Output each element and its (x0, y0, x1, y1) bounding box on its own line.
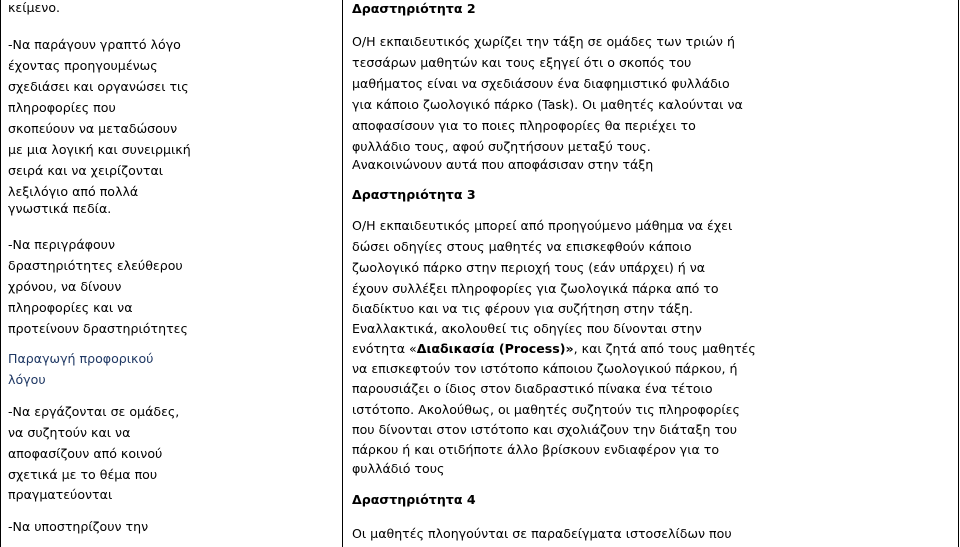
text-fragment: , και ζητά από τους μαθητές (573, 341, 756, 356)
activity-4-title: Δραστηριότητα 4 (352, 492, 476, 507)
text-line: Εναλλακτικά, ακολουθεί τις οδηγίες που δίνονται στην (352, 321, 702, 336)
text-line: παρουσιάζει ο ίδιος στον διαδραστικό πίνακα ένα τέτοιο (352, 381, 713, 396)
section-heading-oral-production-cont: λόγου (8, 372, 46, 387)
text-line: Ο/Η εκπαιδευτικός χωρίζει την τάξη σε ομάδες των τριών ή (352, 34, 735, 49)
text-line: γνωστικά πεδία. (8, 201, 112, 216)
text-line: έχοντας προηγουμένως (8, 58, 158, 73)
text-fragment: ενότητα « (352, 341, 417, 356)
text-line: πληροφορίες που (8, 100, 116, 115)
activity-2-title: Δραστηριότητα 2 (352, 1, 476, 16)
text-line: αποφασίσουν για το ποιες πληροφορίες θα περιέχει το (352, 118, 696, 133)
text-line: αποφασίζουν από κοινού (8, 446, 163, 461)
text-line: πληροφορίες και να (8, 300, 133, 315)
text-line: Ανακοινώνουν αυτά που αποφάσισαν στην τάξη (352, 157, 654, 172)
text-line: σκοπεύουν να μεταδώσουν (8, 121, 178, 136)
text-line: ζωολογικό πάρκο στην περιοχή τους (εάν υπάρχει) ή να (352, 260, 706, 275)
text-line: -Να παράγουν γραπτό λόγο (8, 37, 181, 52)
text-line: σχεδιάσει και οργανώσει τις (8, 79, 189, 94)
activity-3-title: Δραστηριότητα 3 (352, 187, 476, 202)
text-line: λεξιλόγιο από πολλά (8, 184, 139, 199)
text-line: Οι μαθητές πλοηγούνται σε παραδείγματα ιστοσελίδων που (352, 526, 732, 541)
table-border-right (958, 0, 959, 547)
text-line: μαθήματος είναι να σχεδιάσουν ένα διαφημιστικό φυλλάδιο (352, 76, 730, 91)
text-line: ιστότοπο. Ακολούθως, οι μαθητές συζητούν τις πληροφορίες (352, 402, 740, 417)
text-line: για κάποιο ζωολογικό πάρκο (Task). Οι μαθητές καλούνται να (352, 97, 743, 112)
text-line: σχετικά με το θέμα που (8, 467, 158, 482)
text-line: δώσει οδηγίες στους μαθητές να επισκεφθούν κάποιο (352, 239, 692, 254)
text-line: χρόνου, να δίνουν (8, 279, 122, 294)
table-border-left (0, 0, 1, 547)
text-line-with-bold-link (352, 341, 756, 357)
text-line: πραγματεύονται (8, 487, 113, 502)
text-line: με μια λογική και συνειρμική (8, 142, 191, 157)
table-column-divider (342, 0, 343, 547)
text-line: που δίνονται στον ιστότοπο και σχολιάζουν την διάταξη του (352, 422, 738, 437)
text-line: διαδίκτυο και να τις φέρουν για συζήτηση στην τάξη. (352, 301, 694, 316)
text-line: να συζητούν και να (8, 425, 131, 440)
text-line: σειρά και να χειρίζονται (8, 163, 164, 178)
text-line: -Να εργάζονται σε ομάδες, (8, 404, 180, 419)
text-line: προτείνουν δραστηριότητες (8, 321, 188, 336)
text-line: Ο/Η εκπαιδευτικός μπορεί από προηγούμενο μάθημα να έχει (352, 218, 733, 233)
process-section-reference: Διαδικασία (Process)» (416, 341, 574, 356)
text-line: τεσσάρων μαθητών και τους εξηγεί ότι ο σκοπός του (352, 55, 692, 70)
section-heading-oral-production: Παραγωγή προφορικού (8, 351, 154, 366)
text-line: δραστηριότητες ελεύθερου (8, 258, 183, 273)
text-line: -Να υποστηρίζουν την (8, 519, 149, 534)
text-line: να επισκεφτούν τον ιστότοπο κάποιου ζωολογικού πάρκου, ή (352, 361, 738, 376)
text-line: φυλλάδιό τους (352, 461, 445, 476)
text-line: φυλλάδιο τους, αφού συζητήσουν μεταξύ τους. (352, 139, 651, 154)
text-line: πάρκου ή και οτιδήποτε άλλο βρίσκουν ενδιαφέρον για το (352, 442, 720, 457)
text-line: έχουν συλλέξει πληροφορίες για ζωολογικά πάρκα από το (352, 281, 719, 296)
text-line: -Να περιγράφουν (8, 237, 115, 252)
text-line: κείμενο. (8, 0, 61, 15)
